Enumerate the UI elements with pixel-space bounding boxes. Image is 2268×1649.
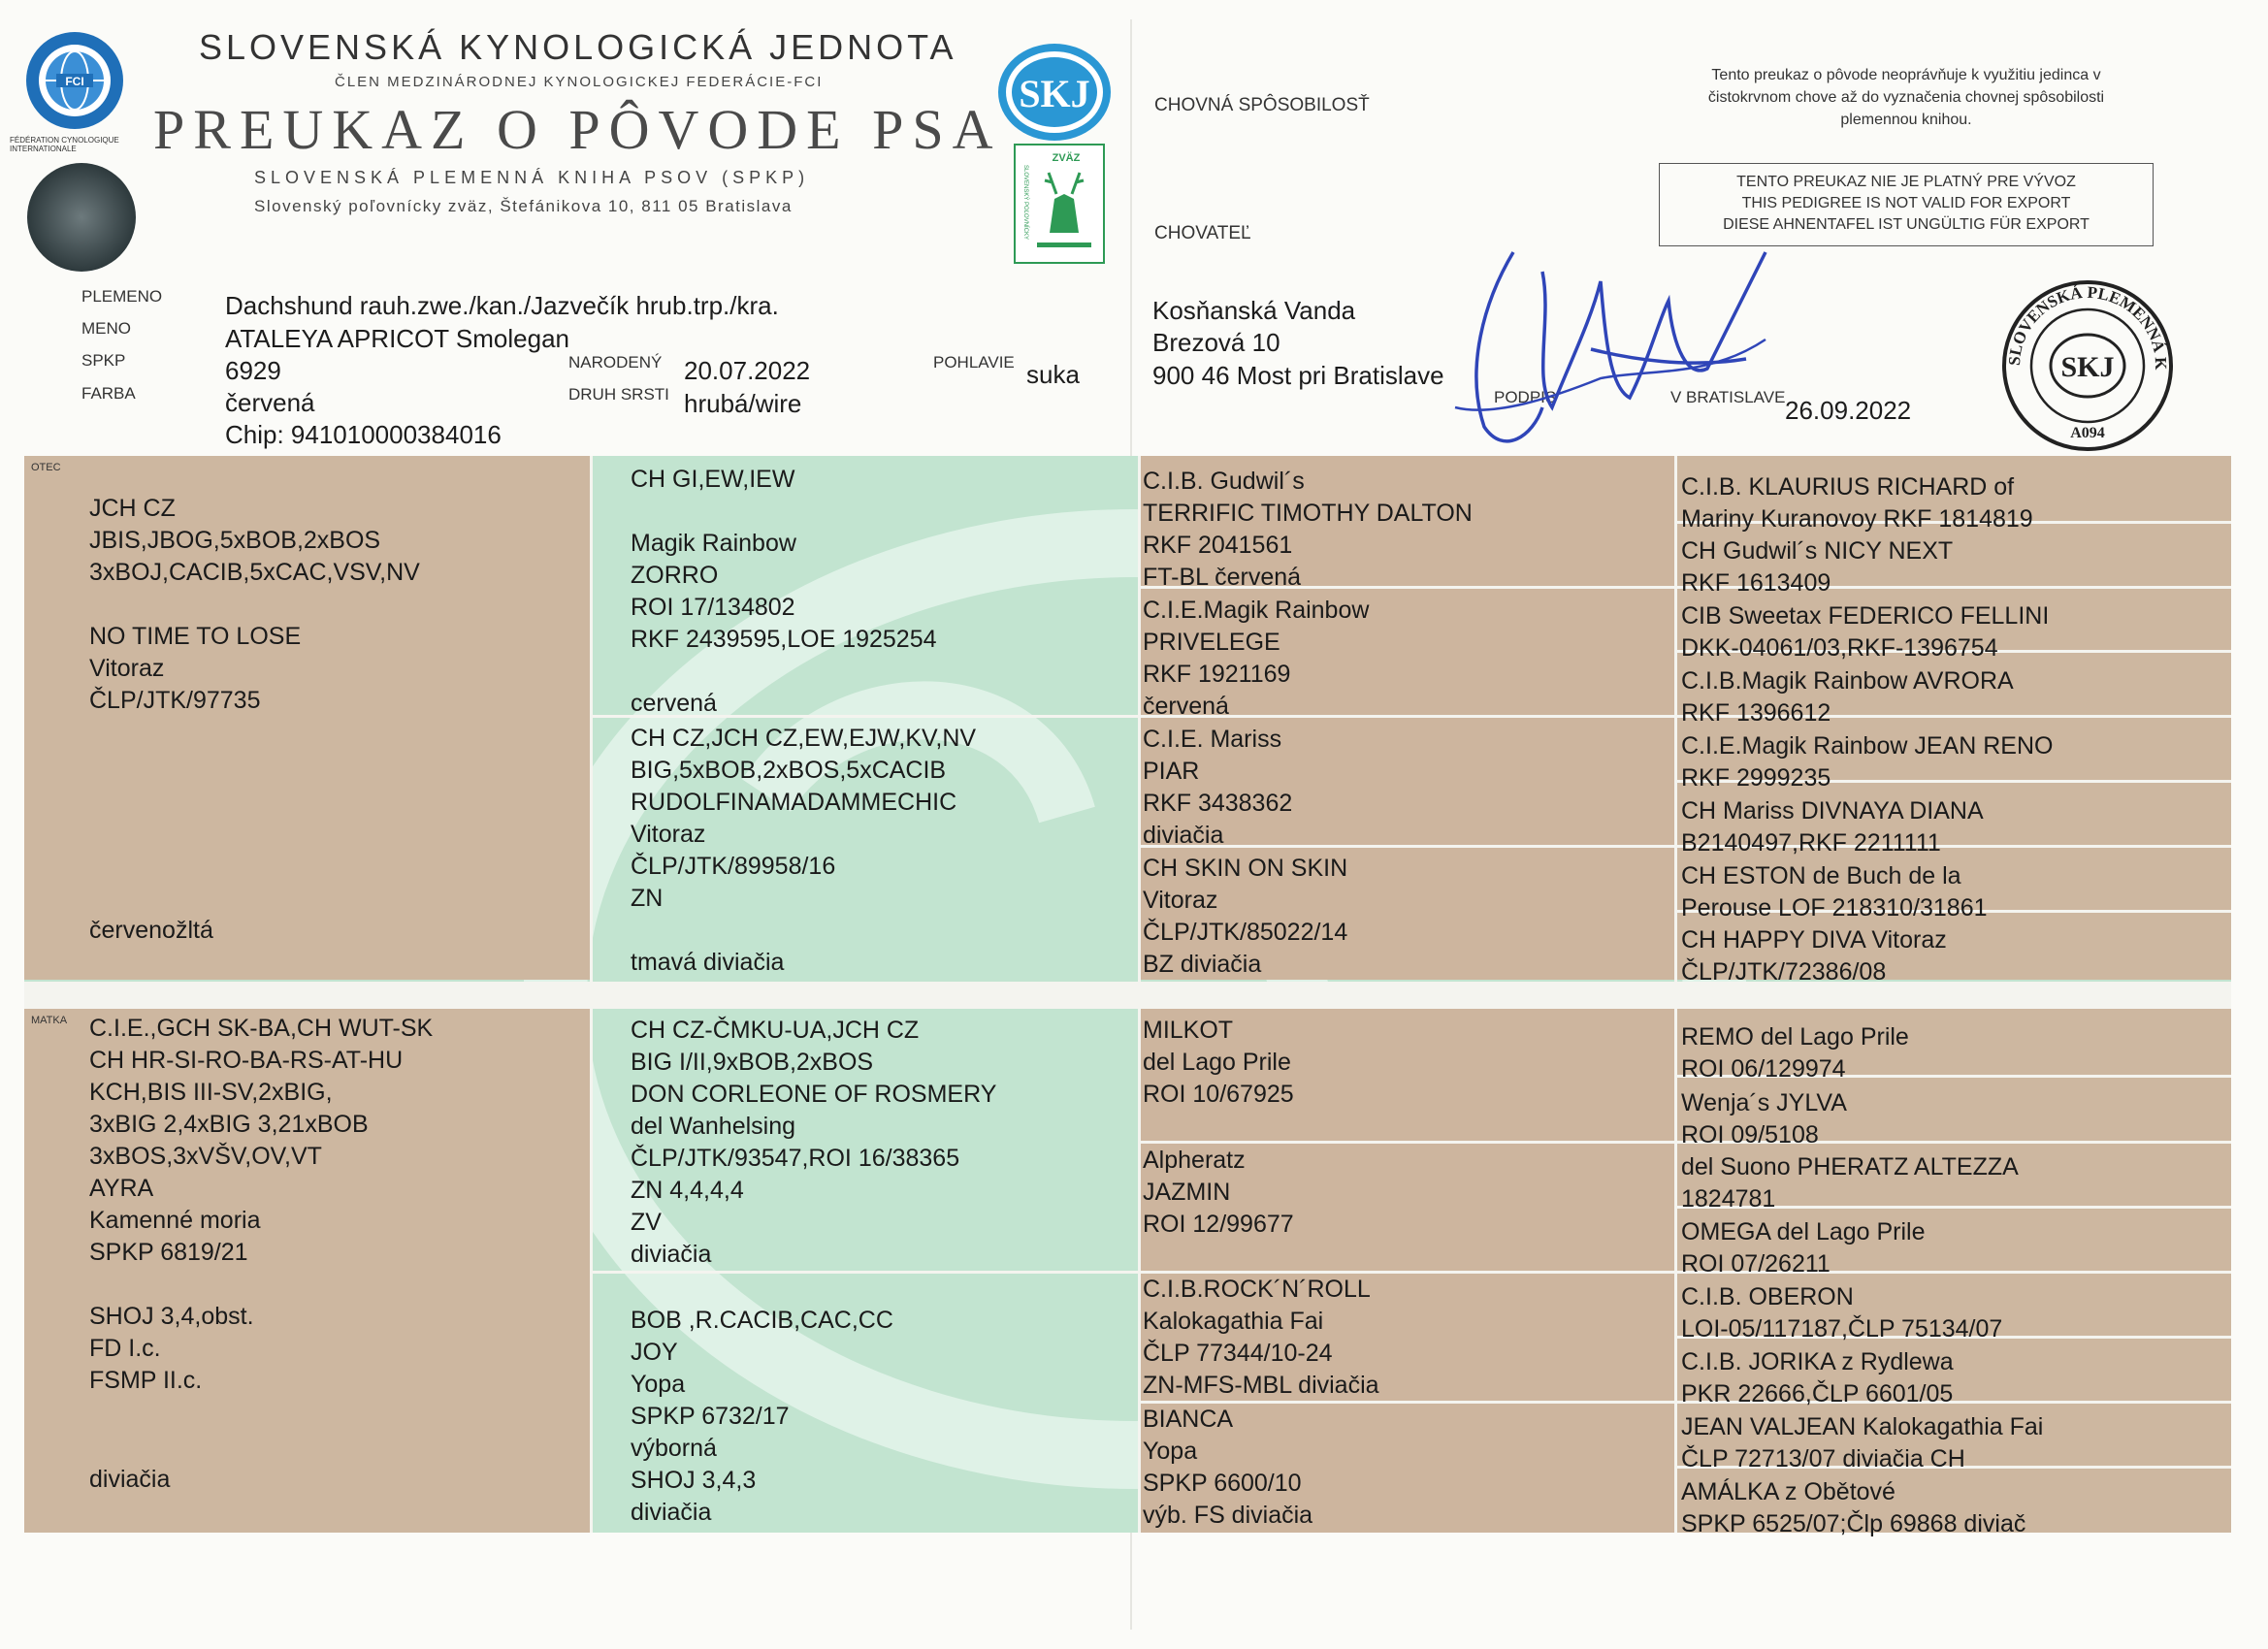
spkp-label: SPKP (81, 351, 126, 370)
gen4-entry: C.I.E.Magik Rainbow JEAN RENO RKF 2999235 (1681, 732, 2054, 792)
col-divider (590, 456, 593, 1533)
fci-ring-text: FÉDÉRATION CYNOLOGIQUE INTERNATIONALE (10, 136, 119, 153)
sire-label: OTEC (31, 462, 61, 473)
gen3-entry: C.I.B.ROCK´N´ROLL Kalokagathia Fai ČLP 77344/10-24 ZN-MFS-MBL diviačia (1143, 1276, 1379, 1399)
spkp-value: 6929 (225, 356, 281, 385)
export-line: TENTO PREUKAZ NIE JE PLATNÝ PRE VÝVOZ (1736, 174, 2076, 190)
row-divider (1140, 1141, 1676, 1144)
svg-text:SLOVENSKÁ PLEMENNÁ KNIHA: SLOVENSKÁ PLEMENNÁ K (2004, 282, 2171, 371)
svg-text:ZVÄZ: ZVÄZ (1052, 152, 1081, 164)
color-value: červená (225, 388, 315, 417)
gen4-entry: C.I.B. JORIKA z Rydlewa PKR 22666,ČLP 6601/05 (1681, 1348, 1954, 1407)
doc-title: PREUKAZ O PÔVODE PSA (153, 98, 1002, 161)
gen4-entry: OMEGA del Lago Prile ROI 07/26211 (1681, 1218, 1926, 1277)
sex-label: POHLAVIE (933, 353, 1015, 372)
dam-color: diviačia (89, 1466, 171, 1493)
gen4-entry: C.I.B. KLAURIUS RICHARD of Mariny Kuranovoy RKF 1814819 (1681, 473, 2033, 533)
coat-label: DRUH SRSTI (568, 385, 669, 404)
gen3-entry: BIANCA Yopa SPKP 6600/10 výb. FS diviačia (1143, 1406, 1313, 1529)
dog-name: ATALEYA APRICOT Smolegan (225, 324, 570, 353)
fci-logo (21, 27, 128, 134)
gen4-entry: REMO del Lago Prile ROI 06/129974 (1681, 1023, 1909, 1083)
gen2-entry: BOB ,R.CACIB,CAC,CC JOY Yopa SPKP 6732/17 výborná SHOJ 3,4,3 diviačia (631, 1307, 893, 1526)
breed-value: Dachshund rauh.zwe./kan./Jazvečík hrub.trp./kra. (225, 291, 779, 320)
official-stamp (1998, 276, 2178, 456)
sire-color: červenožltá (89, 917, 213, 944)
breeding-ability-label: CHOVNÁ SPÔSOBILOSŤ (1154, 95, 1370, 115)
org-member: ČLEN MEDZINÁRODNEJ KYNOLOGICKEJ FEDERÁCIE-FCI (335, 74, 824, 90)
gen3-entry: Alpheratz JAZMIN ROI 12/99677 (1143, 1147, 1294, 1238)
svg-text:SKJ: SKJ (2060, 351, 2115, 383)
breed-label: PLEMENO (81, 287, 163, 306)
svg-text:SKJ: SKJ (1019, 72, 1090, 115)
sign-label: PODPIS (1494, 388, 1557, 406)
org-name: SLOVENSKÁ KYNOLOGICKÁ JEDNOTA (199, 27, 957, 67)
name-label: MENO (81, 319, 131, 338)
born-value: 20.07.2022 (684, 356, 811, 385)
coat-value: hrubá/wire (684, 389, 802, 418)
gen4-entry: Wenja´s JYLVA ROI 09/5108 (1681, 1089, 1847, 1148)
breeding-note: Tento preukaz o pôvode neoprávňuje k využitiu jedinca v čistokrvnom chove až do vyznačenia chovnej spôsobilosti plemennou knihou. (1707, 67, 2105, 128)
skj-logo (994, 39, 1116, 146)
col-divider (1674, 456, 1677, 1533)
stud-book: SLOVENSKÁ PLEMENNÁ KNIHA PSOV (SPKP) (254, 168, 810, 187)
issue-date: 26.09.2022 (1785, 396, 1912, 425)
szv-logo (1014, 144, 1105, 264)
export-line: THIS PEDIGREE IS NOT VALID FOR EXPORT (1741, 195, 2071, 211)
address: Slovenský poľovnícky zväz, Štefánikova 10, 811 05 Bratislava (254, 197, 793, 215)
col-divider (1138, 456, 1141, 1533)
born-label: NARODENÝ (568, 353, 663, 372)
gen3-entry: CH SKIN ON SKIN Vitoraz ČLP/JTK/85022/14 BZ diviačia (1143, 855, 1348, 978)
row-divider (592, 1271, 1140, 1274)
svg-text:FCI: FCI (65, 75, 84, 88)
breeder-name: Kosňanská Vanda (1152, 296, 1356, 325)
breeder-label: CHOVATEĽ (1154, 223, 1251, 243)
gen3-entry: C.I.E. Mariss PIAR RKF 3438362 diviačia (1143, 726, 1293, 849)
sex-value: suka (1026, 360, 1080, 389)
signature (1397, 213, 1824, 466)
gen4-entry: CH Gudwil´s NICY NEXT RKF 1613409 (1681, 537, 1954, 597)
gen4-entry: CIB Sweetax FEDERICO FELLINI DKK-04061/03,RKF-1396754 (1681, 602, 2050, 662)
dam-label: MATKA (31, 1015, 68, 1026)
gen2-entry: CH CZ,JCH CZ,EW,EJW,KV,NV BIG,5xBOB,2xBOS,5xCACIB RUDOLFINAMADAMMECHIC Vitoraz ČLP/JTK/89958/16 ZN tmavá diviačia (631, 725, 977, 976)
hologram-seal (27, 163, 136, 272)
gen4-entry: CH HAPPY DIVA Vitoraz ČLP/JTK/72386/08 (1681, 926, 1947, 986)
sire-details: JCH CZ JBIS,JBOG,5xBOB,2xBOS 3xBOJ,CACIB,5xCAC,VSV,NV NO TIME TO LOSE Vitoraz ČLP/JTK/97735 (89, 495, 420, 714)
chip-value: Chip: 941010000384016 (225, 420, 502, 449)
gen4-entry: CH Mariss DIVNAYA DIANA B2140497,RKF 2211111 (1681, 797, 1984, 857)
color-label: FARBA (81, 384, 136, 403)
gen4-entry: AMÁLKA z Obětové SPKP 6525/07;Člp 69868 diviač (1681, 1478, 2026, 1537)
gen4-entry: del Suono PHERATZ ALTEZZA 1824781 (1681, 1153, 2019, 1212)
gen2-entry: CH GI,EW,IEW Magik Rainbow ZORRO ROI 17/134802 RKF 2439595,LOE 1925254 cervená (631, 466, 937, 717)
dam-details: C.I.E.,GCH SK-BA,CH WUT-SK CH HR-SI-RO-BA-RS-AT-HU KCH,BIS III-SV,2xBIG, 3xBIG 2,4xBIG 3,21xBOB 3xBOS,3xVŠV,OV,VT AYRA Kamenné moria SPKP 6819/21 SHOJ 3,4,obst. FD I.c. FSMP II.c. (89, 1015, 434, 1394)
breeder-city: 900 46 Most pri Bratislave (1152, 361, 1444, 390)
gen2-entry: CH CZ-ČMKU-UA,JCH CZ BIG I/II,9xBOB,2xBOS DON CORLEONE OF ROSMERY del Wanhelsing ČLP/JTK/93547,ROI 16/38365 ZN 4,4,4,4 ZV diviačia (631, 1017, 997, 1268)
breeder-street: Brezová 10 (1152, 328, 1280, 357)
gen3-entry: C.I.E.Magik Rainbow PRIVELEGE RKF 1921169 červená (1143, 597, 1370, 720)
gen4-entry: C.I.B.Magik Rainbow AVRORA RKF 1396612 (1681, 667, 2014, 727)
gen4-entry: CH ESTON de Buch de la Perouse LOF 218310/31861 (1681, 862, 1988, 922)
svg-text:A094: A094 (2070, 425, 2105, 441)
gen3-entry: MILKOT del Lago Prile ROI 10/67925 (1143, 1017, 1294, 1108)
svg-text:SLOVENSKÝ POĽOVNÍCKY: SLOVENSKÝ POĽOVNÍCKY (1022, 165, 1028, 241)
gen3-entry: C.I.B. Gudwil´s TERRIFIC TIMOTHY DALTON RKF 2041561 FT-BL červená (1143, 468, 1473, 591)
place-label: V BRATISLAVE (1670, 388, 1786, 406)
gen4-entry: JEAN VALJEAN Kalokagathia Fai ČLP 72713/07 diviačia CH (1681, 1413, 2044, 1472)
export-line: DIESE AHNENTAFEL IST UNGÜLTIG FÜR EXPORT (1723, 216, 2090, 233)
gen4-entry: C.I.B. OBERON LOI-05/117187,ČLP 75134/07 (1681, 1283, 2003, 1342)
